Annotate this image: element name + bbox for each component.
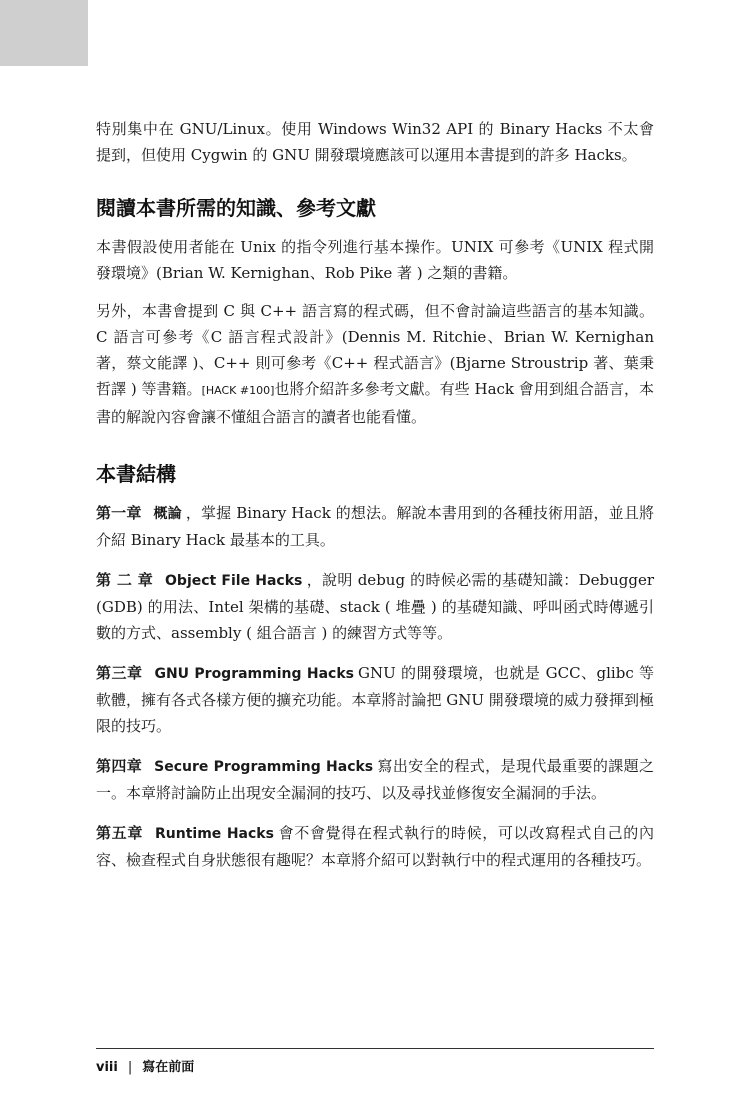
chapter-title: Runtime Hacks (155, 826, 274, 842)
chapter-label: 第五章 (96, 824, 144, 842)
c-cpp-paragraph (96, 298, 654, 430)
chapter-label: 第四章 (96, 757, 143, 775)
chapter-2 (96, 567, 654, 646)
chapter-title: Secure Programming Hacks (154, 759, 374, 775)
section-heading-knowledge: 閱讀本書所需的知識、參考文獻 (96, 196, 376, 220)
chapter-label: 第一章 (96, 504, 142, 522)
page-content (96, 116, 654, 887)
unix-paragraph: 本書假設使用者能在 Unix 的指令列進行基本操作。UNIX 可參考《UNIX 程式開發環境》(Brian W. Kernighan、Rob Pike 著 ) 之類的書籍。 (96, 238, 654, 282)
chapter-title: GNU Programming Hacks (154, 666, 354, 682)
c-cpp-text-continued: 也將介紹許多參考文獻。有些 Hack 會用到組合語言，本書的解說內容會讓不懂組合語言的讀者也能看懂。 (96, 380, 654, 426)
c-cpp-text: 另外，本書會提到 C 與 C++ 語言寫的程式碼，但不會討論這些語言的基本知識。C 語言可參考《C 語言程式設計》(Dennis M. Ritchie、Brian W. Kernighan 著，蔡文能譯 )、C++ 則可參考《C++ 程式語言》(Bjarne Stroustrip 著、葉秉哲譯 ) 等書籍。 (96, 302, 654, 398)
chapter-label: 第 二 章 (96, 571, 154, 589)
page-number: viii (96, 1060, 118, 1075)
chapter-title: 概論 (153, 506, 182, 522)
intro-paragraph: 特別集中在 GNU/Linux。使用 Windows Win32 API 的 Binary Hacks 不太會提到，但使用 Cygwin 的 GNU 開發環境應該可以運用本書提到的許多 Hacks。 (96, 120, 654, 164)
chapter-description: 寫出安全的程式，是現代最重要的課題之一。本章將討論防止出現安全漏洞的技巧、以及尋找並修復安全漏洞的手法。 (96, 757, 654, 802)
page-footer (96, 1056, 194, 1075)
chapter-4 (96, 753, 654, 806)
footer-separator: | (127, 1060, 133, 1075)
chapter-5 (96, 820, 654, 873)
chapter-1 (96, 500, 654, 553)
hack-reference: [HACK #100] (201, 384, 275, 397)
chapter-label: 第三章 (96, 664, 143, 682)
footer-divider (96, 1048, 654, 1049)
chapter-description: 會不會覺得在程式執行的時候，可以改寫程式自己的內容、檢查程式自身狀態很有趣呢？本章將介紹可以對執行中的程式運用的各種技巧。 (96, 824, 654, 869)
chapter-description: ，掌握 Binary Hack 的想法。解說本書用到的各種技術用語，並且將介紹 Binary Hack 最基本的工具。 (96, 504, 655, 549)
chapter-3 (96, 660, 654, 739)
running-title: 寫在前面 (142, 1060, 195, 1075)
chapter-title: Object File Hacks (165, 573, 303, 589)
page-corner-tab (0, 0, 88, 66)
chapter-description: GNU 的開發環境，也就是 GCC、glibc 等軟體，擁有各式各樣方便的擴充功能。本章將討論把 GNU 開發環境的威力發揮到極限的技巧。 (96, 664, 654, 735)
chapter-description: ，說明 debug 的時候必需的基礎知識：Debugger (GDB) 的用法、Intel 架構的基礎、stack ( 堆疊 ) 的基礎知識、呼叫函式時傳遞引數的方式、assembly ( 組合語言 ) 的練習方式等等。 (96, 571, 654, 642)
section-heading-structure: 本書結構 (96, 462, 176, 486)
